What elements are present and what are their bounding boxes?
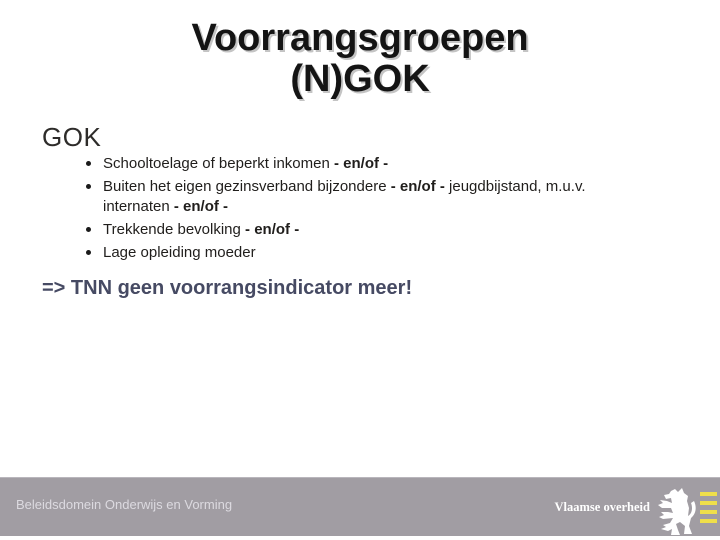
bullet-dot-icon: [86, 184, 91, 189]
bullet-item: [86, 220, 642, 240]
bullet-text: Trekkende bevolking - en/of -: [103, 221, 300, 238]
bullet-dot-icon: [86, 250, 91, 255]
bullet-item: [86, 177, 642, 217]
conclusion-text: => TNN geen voorrangsindicator meer!: [42, 277, 413, 299]
bullet-text: Buiten het eigen gezinsverband bijzondere - en/of - jeugdbijstand, m.u.v. internaten - en/of -: [103, 178, 586, 215]
bullet-item: [86, 243, 642, 263]
slide-title: [0, 18, 720, 100]
footer-department-text: Beleidsdomein Onderwijs en Vorming: [16, 497, 233, 512]
bullet-text: Schooltoelage of beperkt inkomen - en/of -: [103, 155, 389, 172]
yellow-stripes-icon: [700, 492, 717, 523]
bullet-text: Lage opleiding moeder: [103, 244, 256, 261]
flemish-lion-icon: [658, 488, 698, 536]
bullet-dot-icon: [86, 227, 91, 232]
bullet-dot-icon: [86, 161, 91, 166]
flemish-government-logo: [555, 478, 717, 536]
section-heading: GOK: [42, 122, 102, 152]
bullet-item: [86, 154, 642, 174]
bullet-list: [86, 154, 642, 266]
slide-title-line2: (N)GOK: [290, 58, 430, 100]
slide-title-line1: Voorrangsgroepen: [191, 17, 529, 59]
footer-bar: [0, 477, 720, 536]
brand-wordmark: Vlaamse overheid: [554, 499, 650, 514]
